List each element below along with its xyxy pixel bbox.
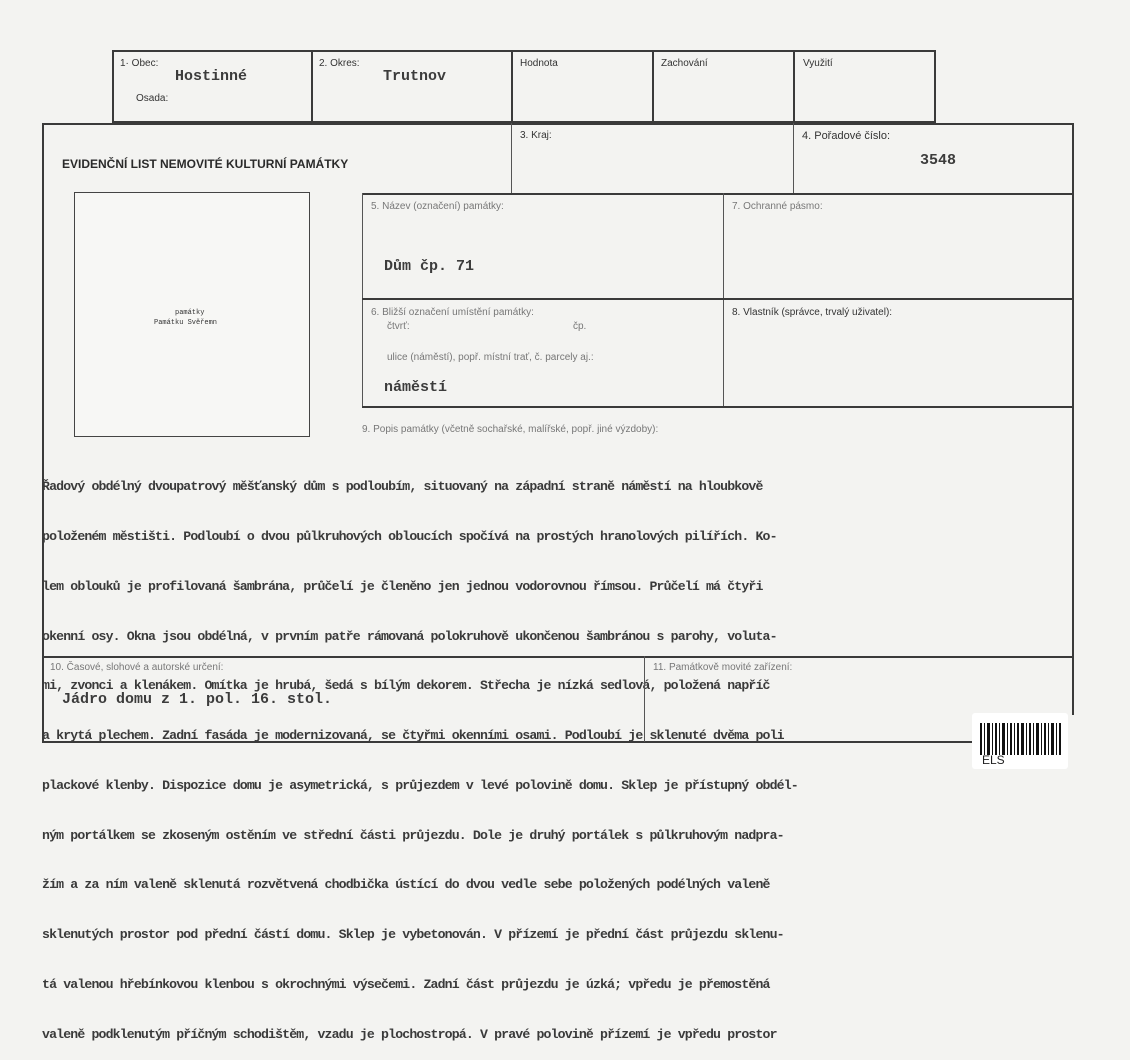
description-line: ným portálkem se zkoseným ostěním ve střední části průjezdu. Dole je druhý portálek s půlkruhovým nadpra- [42,827,784,843]
description-line: valeně podklenutým příčným schodištěm, vzadu je plochostropá. V pravé polovině přízemí je vpředu prostor [42,1026,777,1042]
barcode-text: ELS [982,753,1005,767]
form-title: EVIDENČNÍ LIST NEMOVITÉ KULTURNÍ PAMÁTKY [62,157,349,171]
pasmo-label: 7. Ochranné pásmo: [732,201,823,212]
description-line: plackové klenby. Dispozice domu je asymetrická, s průjezdem v levé polovině domu. Sklep je přístupný obdél- [42,777,798,793]
vyuziti-label: Využití [803,58,833,69]
description-line: a krytá plechem. Zadní fasáda je modernizovaná, se čtyřmi okenními osami. Podloubí je sklenuté dvěma poli [42,728,784,744]
okres-value: Trutnov [383,68,447,85]
photo-caption-2: Památku Svěřemn [154,319,218,327]
description-line: sklenutých prostor pod přední částí domu. Sklep je vybetonován. V přízemí je přední část průjezdu sklenu- [42,927,784,943]
description-text [42,446,1060,1060]
osada-label: Osada: [136,93,169,104]
obec-label: 1· Obec: [120,58,159,69]
nazev-label: 5. Název (označení) památky: [371,201,504,212]
umisteni-label: 6. Bližší označení umístění památky: [371,307,534,318]
description-line: tá valenou hřebínkovou klenbou s okrochnými výsečemi. Zadní část průjezdu je úzká; vpředu je přemostěná [42,977,770,992]
hodnota-label: Hodnota [520,58,558,69]
casove-value: Jádro domu z 1. pol. 16. stol. [62,691,333,708]
casove-label: 10. Časové, slohové a autorské určení: [50,662,224,673]
obec-value: Hostinné [175,68,248,85]
ulice-label: ulice (náměstí), popř. místní trať, č. parcely aj.: [387,352,594,363]
poradove-label: 4. Pořadové číslo: [802,130,891,142]
okres-label: 2. Okres: [319,58,360,69]
zarizeni-label: 11. Památkově movité zařízení: [653,662,793,673]
photo-caption: památky [175,309,205,317]
cp-label: čp. [573,321,587,332]
description-line: Řadový obdélný dvoupatrový měšťanský dům s podloubím, situovaný na západní straně náměstí na hloubkově [42,479,763,495]
description-line: žím a za ním valeně sklenutá rozvětvená chodbička ústící do dvou vedle sebe položených podélných valeně [42,877,770,893]
kraj-label: 3. Kraj: [520,130,552,141]
description-line: položeném městišti. Podloubí o dvou půlkruhových obloucích spočívá na prostých hranolových pilířích. Ko- [42,528,777,544]
description-line: mi, zvonci a klenákem. Omítka je hrubá, šedá s bílým dekorem. Střecha je nízká sedlová, položená napříč [42,678,770,694]
zachovani-label: Zachování [661,58,708,69]
popis-label: 9. Popis památky (včetně sochařské, malířské, popř. jiné výzdoby): [362,424,659,435]
poradove-value: 3548 [920,152,957,169]
ulice-value: náměstí [384,379,448,396]
description-line: okenní osy. Okna jsou obdélná, v prvním patře rámovaná polokruhově ukončenou šambránou s parohy, voluta- [42,628,777,644]
ctvrt-label: čtvrť: [387,321,410,332]
vlastnik-label: 8. Vlastník (správce, trvalý uživatel): [732,307,893,318]
description-line: lem oblouků je profilovaná šambrána, průčelí je členěno jen jednou vodorovnou římsou. Průčelí má čtyři [42,578,763,594]
nazev-value: Dům čp. 71 [384,258,475,275]
